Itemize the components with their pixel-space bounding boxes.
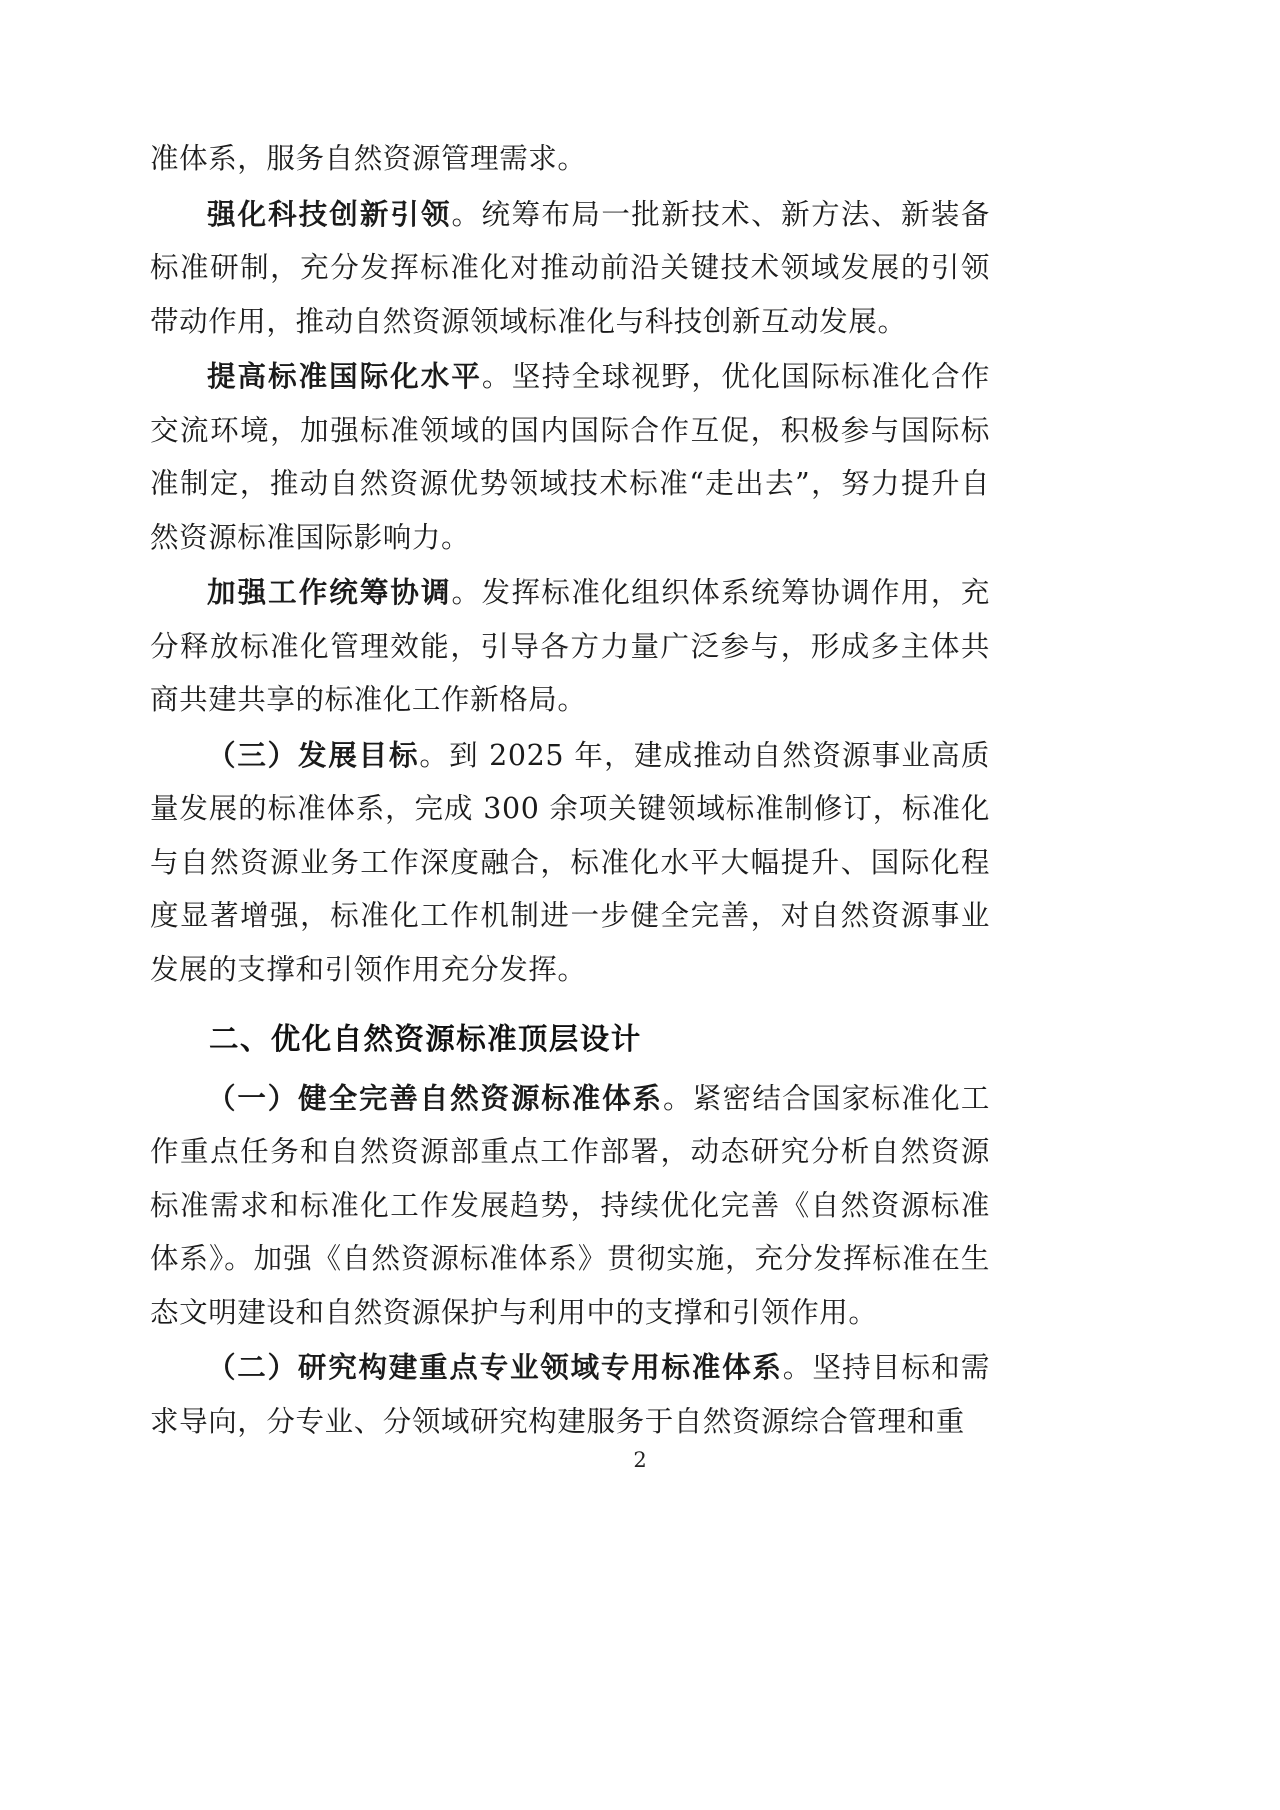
paragraph-2-text: 。统筹布局一批新技术、新方法、新装备标准研制，充分发挥标准化对推动前沿关键技术领域发展的引领带动作用，推动自然资源领域标准化与科技创新互动发展。 xyxy=(150,197,990,338)
paragraph-7-text: 。坚持目标和需求导向，分专业、分领域研究构建服务于自然资源综合管理和重 xyxy=(150,1351,991,1438)
paragraph-5 xyxy=(150,729,990,997)
paragraph-2-lead: 强化科技创新引领 xyxy=(207,196,452,231)
section-heading: 二、优化自然资源标准顶层设计 xyxy=(209,1021,642,1056)
paragraph-7-lead: （二）研究构建重点专业领域专用标准体系 xyxy=(207,1350,783,1384)
paragraph-7 xyxy=(150,1341,990,1448)
paragraph-6-lead: （一）健全完善自然资源标准体系 xyxy=(207,1080,663,1115)
paragraph-5-text: 。到 2025 年，建成推动自然资源事业高质量发展的标准体系，完成 300 余项关键领域标准制修订，标准化与自然资源业务工作深度融合，标准化水平大幅提升、国际化程度显著增强，标准化工作机制进一步健全完善，对自然资源事业发展的支撑和引领作用充分发挥。 xyxy=(150,738,991,986)
paragraph-6-text: 。紧密结合国家标准化工作重点任务和自然资源部重点工作部署，动态研究分析自然资源标准需求和标准化工作发展趋势，持续优化完善《自然资源标准体系》。加强《自然资源标准体系》贯彻实施，充分发挥标准在生态文明建设和自然资源保护与利用中的支撑和引领作用。 xyxy=(150,1081,990,1329)
paragraph-1 xyxy=(150,132,990,186)
paragraph-5-lead: （三）发展目标 xyxy=(207,737,420,772)
paragraph-1-text: 准体系，服务自然资源管理需求。 xyxy=(150,142,587,175)
paragraph-3-lead: 提高标准国际化水平 xyxy=(207,359,482,393)
paragraph-6 xyxy=(150,1072,990,1340)
paragraph-3-text: 。坚持全球视野，优化国际标准化合作交流环境，加强标准领域的国内国际合作互促，积极参与国际标准制定，推动自然资源优势领域技术标准“走出去”，努力提升自然资源标准国际影响力。 xyxy=(150,360,990,554)
paragraph-4-lead: 加强工作统筹协调 xyxy=(207,575,452,609)
page-body xyxy=(150,132,990,1450)
paragraph-4 xyxy=(150,566,990,727)
page-number: 2 xyxy=(633,1448,647,1472)
paragraph-3 xyxy=(150,350,990,564)
paragraph-2 xyxy=(150,188,990,349)
paragraph-4-text: 。发挥标准化组织体系统筹协调作用，充分释放标准化管理效能，引导各方力量广泛参与，形成多主体共商共建共享的标准化工作新格局。 xyxy=(150,576,990,716)
